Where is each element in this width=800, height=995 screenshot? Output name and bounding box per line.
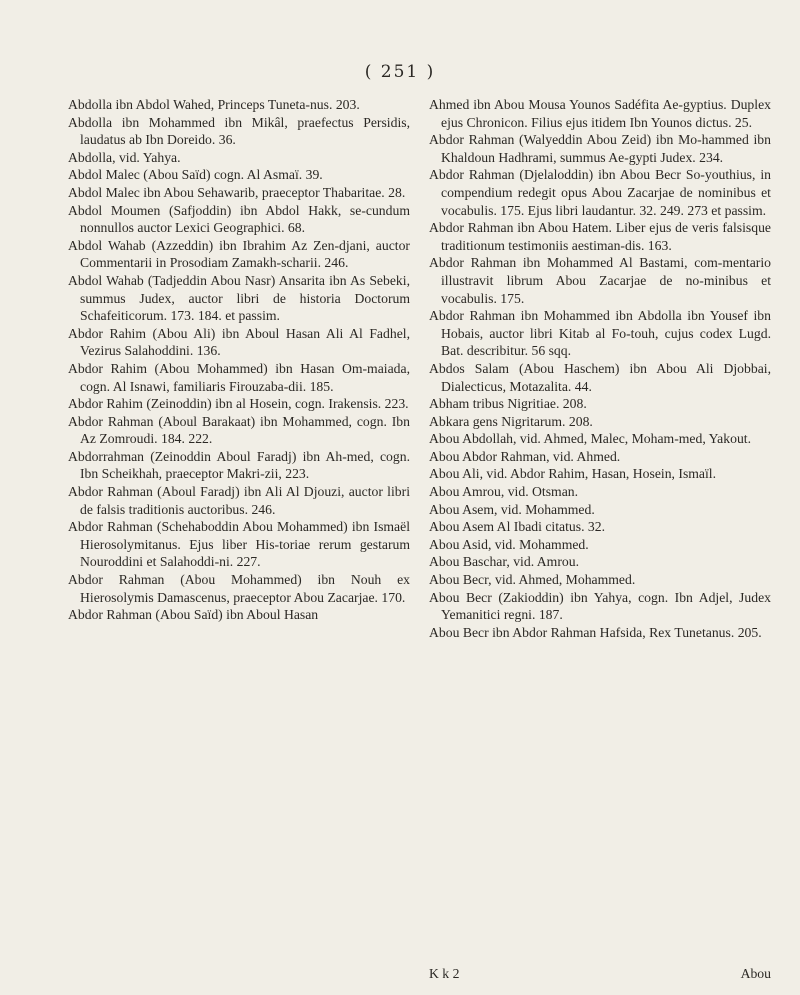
page-number: ( 251 ) <box>364 62 436 82</box>
index-entry: Abdolla ibn Mohammed ibn Mikâl, praefectus Persidis, laudatus ab Ibn Doreido. 36. <box>68 114 410 148</box>
index-entry: Abdor Rahman (Schehaboddin Abou Mohammed) ibn Ismaël Hierosolymitanus. Ejus liber His-toriae rerum gestarum Nouroddini et Salahoddi-ni. 227. <box>68 519 410 570</box>
catchword: Abou <box>740 966 771 981</box>
index-entry: Abdor Rahim (Zeinoddin) ibn al Hosein, cogn. Irakensis. 223. <box>68 396 409 412</box>
index-entry: Abdor Rahman (Aboul Faradj) ibn Ali Al Djouzi, auctor libri de falsis traditionis auctoribus. 246. <box>68 484 410 517</box>
index-entry: Abdolla, vid. Yahya. <box>68 149 181 165</box>
index-entry: Abou Ali, vid. Abdor Rahim, Hasan, Hosein, Ismaïl. <box>429 466 717 482</box>
index-entry: Abdol Moumen (Safjoddin) ibn Abdol Hakk, se-cundum nonnullos auctor Lexici Geographici. 68. <box>68 202 410 236</box>
index-entry: Abou Becr, vid. Ahmed, Mohammed. <box>429 572 636 588</box>
signature-mark: K k 2 <box>429 966 460 981</box>
index-entry: Abdol Wahab (Tadjeddin Abou Nasr) Ansarita ibn As Sebeki, summus Judex, auctor libri de historia Doctorum Schafeiticorum. 173. 184. et passim. <box>68 272 410 324</box>
index-entry: Abou Abdollah, vid. Ahmed, Malec, Moham-med, Yakout. <box>429 431 752 447</box>
index-entry: Abou Abdor Rahman, vid. Ahmed. <box>429 448 621 464</box>
index-entry: Abdol Malec ibn Abou Sehawarib, praeceptor Thabaritae. 28. <box>68 184 406 200</box>
index-entry: Abdorrahman (Zeinoddin Aboul Faradj) ibn Ah-med, cogn. Ibn Scheikhah, praeceptor Makri-zii, 223. <box>68 448 410 482</box>
index-entry: Abdor Rahman ibn Mohammed Al Bastami, com-mentario illustravit librum Abou Zacarjae de no-minibus et vocabulis. 175. <box>429 255 771 306</box>
index-entry: Abdol Wahab (Azzeddin) ibn Ibrahim Az Zen-djani, auctor Commentarii in Prosodiam Zamakh-scharii. 246. <box>68 237 410 271</box>
index-column-right <box>429 96 771 641</box>
index-entry: Abou Becr ibn Abdor Rahman Hafsida, Rex Tunetanus. 205. <box>429 624 762 640</box>
index-entry: Abdor Rahman (Djelaloddin) ibn Abou Becr So-youthius, in compendium redegit opus Abou Zacarjae de nominibus et vocabulis. 175. Ejus libri laudantur. 32. 249. 273 et passim. <box>429 167 771 218</box>
index-entry: Abdolla ibn Abdol Wahed, Princeps Tuneta-nus. 203. <box>68 97 360 112</box>
index-entry: Ahmed ibn Abou Mousa Younos Sadéfita Ae-gyptius. Duplex ejus Chronicon. Filius ejus itidem Ibn Younos dictus. 25. <box>429 97 771 130</box>
index-entry: Abdor Rahman (Abou Saïd) ibn Aboul Hasan <box>68 607 319 623</box>
index-entry: Abou Becr (Zakioddin) ibn Yahya, cogn. Ibn Adjel, Judex Yemanitici regni. 187. <box>429 589 771 623</box>
index-entry: Abdol Malec (Abou Saïd) cogn. Al Asmaï. 39. <box>68 167 323 183</box>
index-entry: Abdor Rahim (Abou Mohammed) ibn Hasan Om-maiada, cogn. Al Isnawi, familiaris Firouzaba-dii. 185. <box>68 360 410 394</box>
index-entry: Abdor Rahim (Abou Ali) ibn Aboul Hasan Ali Al Fadhel, Vezirus Salahoddini. 136. <box>68 325 410 359</box>
index-entry: Abdos Salam (Abou Haschem) ibn Abou Ali Djobbai, Dialecticus, Motazalita. 44. <box>429 360 771 394</box>
index-entry: Abou Asem Al Ibadi citatus. 32. <box>429 519 606 535</box>
index-entry: Abkara gens Nigritarum. 208. <box>429 413 593 429</box>
index-entry: Abdor Rahman ibn Abou Hatem. Liber ejus de veris falsisque traditionum testimoniis aestiman-dis. 163. <box>429 220 771 253</box>
index-entry: Abou Baschar, vid. Amrou. <box>429 554 579 570</box>
index-entry: Abdor Rahman (Abou Mohammed) ibn Nouh ex Hierosolymis Damascenus, praeceptor Abou Zacarjae. 170. <box>68 572 410 605</box>
index-entry: Abham tribus Nigritiae. 208. <box>429 396 587 412</box>
index-entry: Abdor Rahman ibn Mohammed ibn Abdolla ibn Yousef ibn Hobais, auctor libri Kitab al Fo-touh, cujus codex Lugd. Bat. describitur. 56 sqq. <box>429 308 771 359</box>
index-entry: Abdor Rahman (Aboul Barakaat) ibn Mohammed, cogn. Ibn Az Zomroudi. 184. 222. <box>68 413 410 447</box>
index-entry: Abou Asid, vid. Mohammed. <box>429 536 589 552</box>
index-entry: Abdor Rahman (Walyeddin Abou Zeid) ibn Mo-hammed ibn Khaldoun Hadhrami, summus Ae-gypti Judex. 234. <box>429 132 771 165</box>
index-entry: Abou Amrou, vid. Otsman. <box>429 484 579 500</box>
index-column-left <box>68 96 410 624</box>
index-entry: Abou Asem, vid. Mohammed. <box>429 501 595 517</box>
